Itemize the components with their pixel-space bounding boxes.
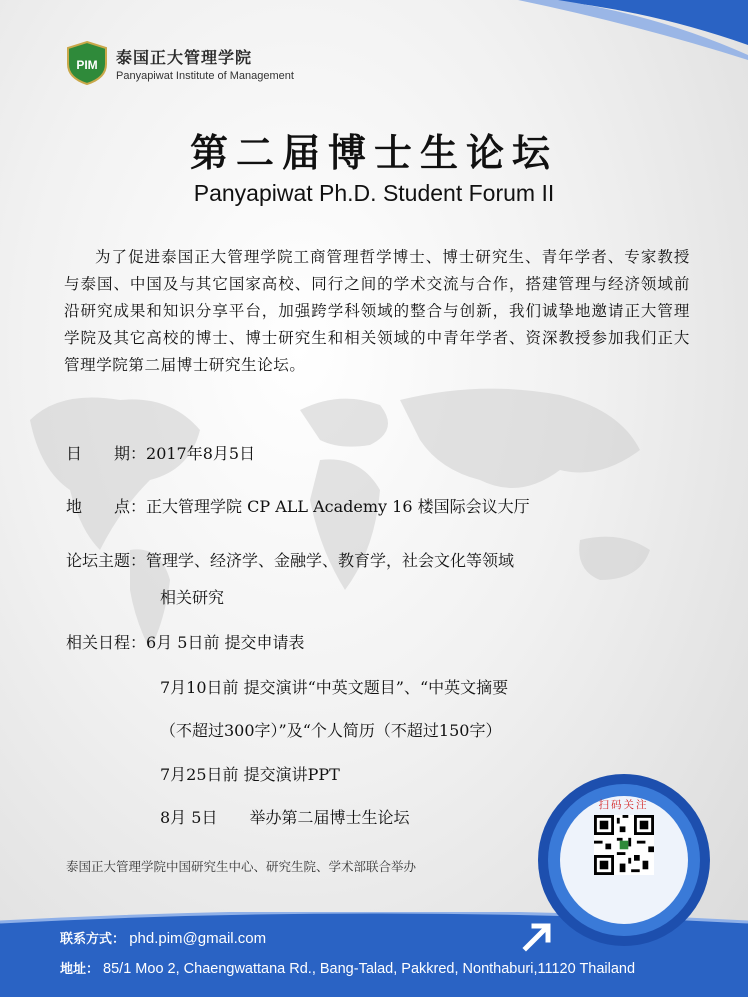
theme-value-continued: 相关研究 [160, 588, 225, 607]
institute-name-cn: 泰国正大管理学院 [116, 47, 253, 67]
address-label: 地址： [60, 962, 100, 977]
schedule-item: 6月 5日前 提交申请表 [146, 633, 305, 652]
forum-title-cn: 第二届博士生论坛 [189, 130, 558, 175]
theme-label: 论坛主题： [66, 551, 147, 570]
corner-swoosh [518, 0, 748, 60]
institute-name-en: Panyapiwat Institute of Management [116, 69, 294, 82]
venue-label: 地 点： [66, 497, 147, 516]
schedule-label: 相关日程： [66, 633, 147, 652]
schedule-item: 7月10日前 提交演讲“中英文题目”、“中英文摘要 [160, 678, 509, 697]
theme-value: 管理学、经济学、金融学、教育学，社会文化等领域 [146, 551, 515, 570]
schedule-row [66, 630, 305, 653]
organizer-line: 泰国正大管理学院中国研究生中心、研究生院、学术部联合举办 [66, 859, 417, 874]
theme-row-continued [160, 585, 224, 608]
address-value: 85/1 Moo 2, Chaengwattana Rd., Bang-Talad, Pakkred, Nonthaburi,11120 Thailand [103, 961, 636, 977]
date-value: 2017年8月5日 [146, 444, 256, 463]
logo-badge-text: PIM [76, 58, 98, 72]
arrow-up-right-icon [520, 918, 556, 954]
contact-label: 联系方式： [60, 932, 126, 947]
intro-paragraph: 为了促进泰国正大管理学院工商管理哲学博士、博士研究生、青年学者、专家教授与泰国、中国及与其它国家高校、同行之间的学术交流与合作，搭建管理与经济领域前沿研究成果和知识分享平台，加强跨学科领域的整合与创新，我们诚挚地邀请正大管理学院及其它高校的博士、博士研究生和相关领域的中青年学者、资深教授参加我们正大管理学院第二届博士研究生论坛。 [64, 248, 690, 374]
date-label: 日 期： [66, 444, 147, 463]
qr-label: 扫码关注 [598, 799, 649, 811]
institute-logo [64, 40, 294, 86]
venue-row [66, 494, 530, 517]
pim-shield-icon [64, 40, 110, 86]
forum-title-en: Panyapiwat Ph.D. Student Forum II [193, 180, 555, 206]
contact-email-link[interactable]: phd.pim@gmail.com [129, 930, 267, 947]
qr-code-icon[interactable] [594, 815, 654, 875]
date-row [66, 441, 255, 464]
address-line [60, 958, 635, 977]
schedule-item: （不超过300字）”及“个人简历（不超过150字） [160, 721, 502, 740]
schedule-item: 7月25日前 提交演讲PPT [160, 765, 340, 784]
contact-line [60, 928, 266, 947]
theme-row [66, 548, 514, 571]
venue-value: 正大管理学院 CP ALL Academy 16 楼国际会议大厅 [146, 497, 530, 516]
schedule-item: 8月 5日 举办第二届博士生论坛 [160, 808, 410, 827]
